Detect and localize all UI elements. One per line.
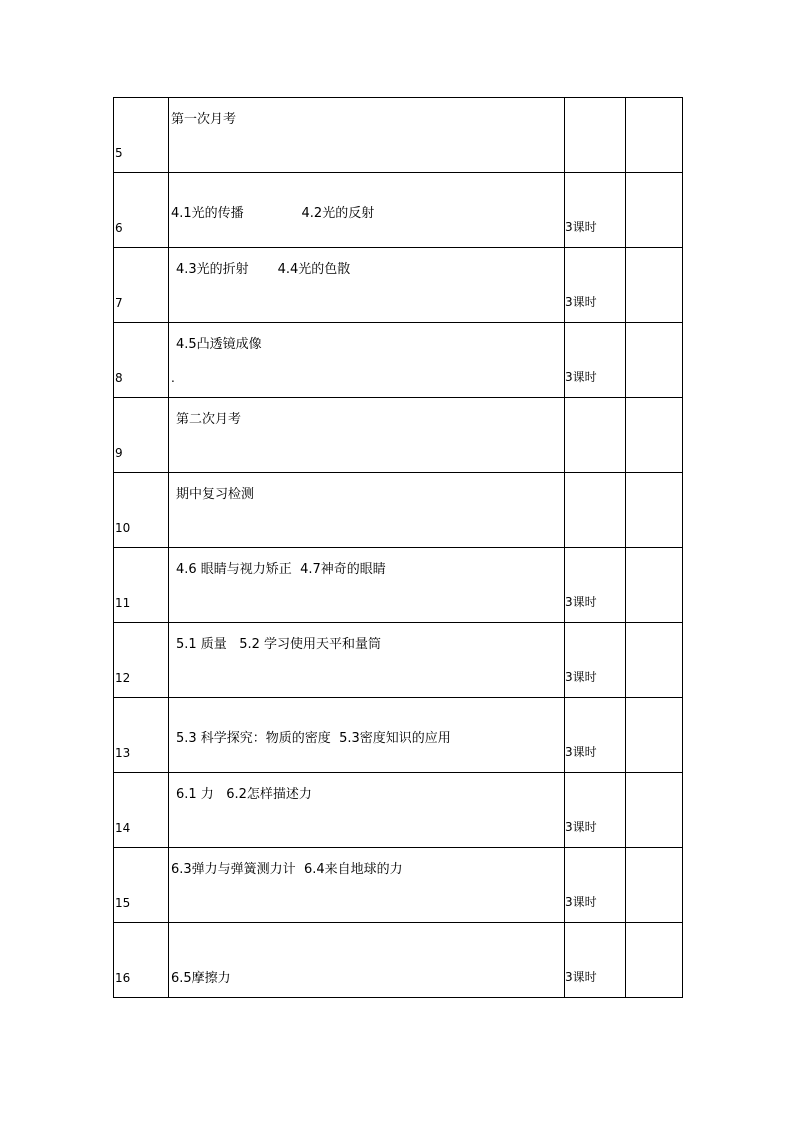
content-cell <box>169 248 565 323</box>
lesson-hours: 3课时 <box>565 670 597 684</box>
lesson-hours: 3课时 <box>565 970 597 984</box>
table-row <box>114 173 683 248</box>
week-cell <box>114 173 169 248</box>
week-cell <box>114 98 169 173</box>
week-number: 5 <box>115 146 123 160</box>
week-cell <box>114 773 169 848</box>
lesson-topic: 6.5摩擦力 <box>171 971 231 986</box>
hours-cell <box>565 98 626 173</box>
lesson-hours: 3课时 <box>565 220 597 234</box>
hours-cell <box>565 623 626 698</box>
content-cell <box>169 923 565 998</box>
lesson-hours: 3课时 <box>565 295 597 309</box>
lesson-topic: 4.3光的折射 4.4光的色散 <box>176 262 351 277</box>
lesson-topic: 4.5凸透镜成像 <box>176 337 262 352</box>
week-number: 6 <box>115 221 123 235</box>
note-cell <box>626 848 683 923</box>
table-row <box>114 98 683 173</box>
week-number: 7 <box>115 296 123 310</box>
note-cell <box>626 698 683 773</box>
lesson-topic: 第一次月考 <box>171 112 237 127</box>
table-row <box>114 398 683 473</box>
hours-cell <box>565 173 626 248</box>
note-cell <box>626 773 683 848</box>
lesson-topic: 4.1光的传播 4.2光的反射 <box>171 206 375 221</box>
note-cell <box>626 623 683 698</box>
week-cell <box>114 623 169 698</box>
table-row <box>114 248 683 323</box>
week-number: 13 <box>115 746 131 760</box>
hours-cell <box>565 473 626 548</box>
table-row <box>114 473 683 548</box>
hours-cell <box>565 923 626 998</box>
extra-mark: . <box>171 371 175 385</box>
content-cell <box>169 848 565 923</box>
note-cell <box>626 323 683 398</box>
hours-cell <box>565 773 626 848</box>
content-cell <box>169 98 565 173</box>
week-cell <box>114 323 169 398</box>
table-row <box>114 923 683 998</box>
note-cell <box>626 248 683 323</box>
week-cell <box>114 548 169 623</box>
note-cell <box>626 548 683 623</box>
content-cell <box>169 773 565 848</box>
content-cell <box>169 623 565 698</box>
lesson-topic: 6.1 力 6.2怎样描述力 <box>176 787 312 802</box>
table-row <box>114 323 683 398</box>
table-row <box>114 848 683 923</box>
content-cell <box>169 173 565 248</box>
content-cell <box>169 473 565 548</box>
note-cell <box>626 923 683 998</box>
week-number: 10 <box>115 521 131 535</box>
hours-cell <box>565 248 626 323</box>
hours-cell <box>565 323 626 398</box>
lesson-hours: 3课时 <box>565 895 597 909</box>
lesson-hours: 3课时 <box>565 820 597 834</box>
week-number: 12 <box>115 671 131 685</box>
hours-cell <box>565 548 626 623</box>
week-number: 9 <box>115 446 123 460</box>
lesson-topic: 第二次月考 <box>176 412 242 427</box>
lesson-topic: 6.3弹力与弹簧测力计 6.4来自地球的力 <box>171 862 403 877</box>
lesson-hours: 3课时 <box>565 745 597 759</box>
lesson-hours: 3课时 <box>565 595 597 609</box>
lesson-topic: 5.1 质量 5.2 学习使用天平和量筒 <box>176 637 382 652</box>
week-cell <box>114 398 169 473</box>
week-cell <box>114 698 169 773</box>
teaching-plan-table <box>113 97 683 998</box>
note-cell <box>626 473 683 548</box>
table-row <box>114 773 683 848</box>
content-cell <box>169 698 565 773</box>
hours-cell <box>565 398 626 473</box>
week-number: 16 <box>115 971 131 985</box>
lesson-topic: 4.6 眼睛与视力矫正 4.7神奇的眼睛 <box>176 562 386 577</box>
lesson-hours: 3课时 <box>565 370 597 384</box>
week-number: 8 <box>115 371 123 385</box>
hours-cell <box>565 698 626 773</box>
lesson-topic: 5.3 科学探究：物质的密度 5.3密度知识的应用 <box>176 731 451 746</box>
lesson-topic: 期中复习检测 <box>176 487 255 502</box>
week-cell <box>114 248 169 323</box>
table-row <box>114 548 683 623</box>
note-cell <box>626 173 683 248</box>
week-number: 11 <box>115 596 131 610</box>
content-cell <box>169 323 565 398</box>
content-cell <box>169 548 565 623</box>
hours-cell <box>565 848 626 923</box>
week-cell <box>114 473 169 548</box>
table-row <box>114 623 683 698</box>
content-cell <box>169 398 565 473</box>
note-cell <box>626 398 683 473</box>
note-cell <box>626 98 683 173</box>
week-cell <box>114 848 169 923</box>
week-number: 15 <box>115 896 131 910</box>
week-cell <box>114 923 169 998</box>
table-row <box>114 698 683 773</box>
week-number: 14 <box>115 821 131 835</box>
